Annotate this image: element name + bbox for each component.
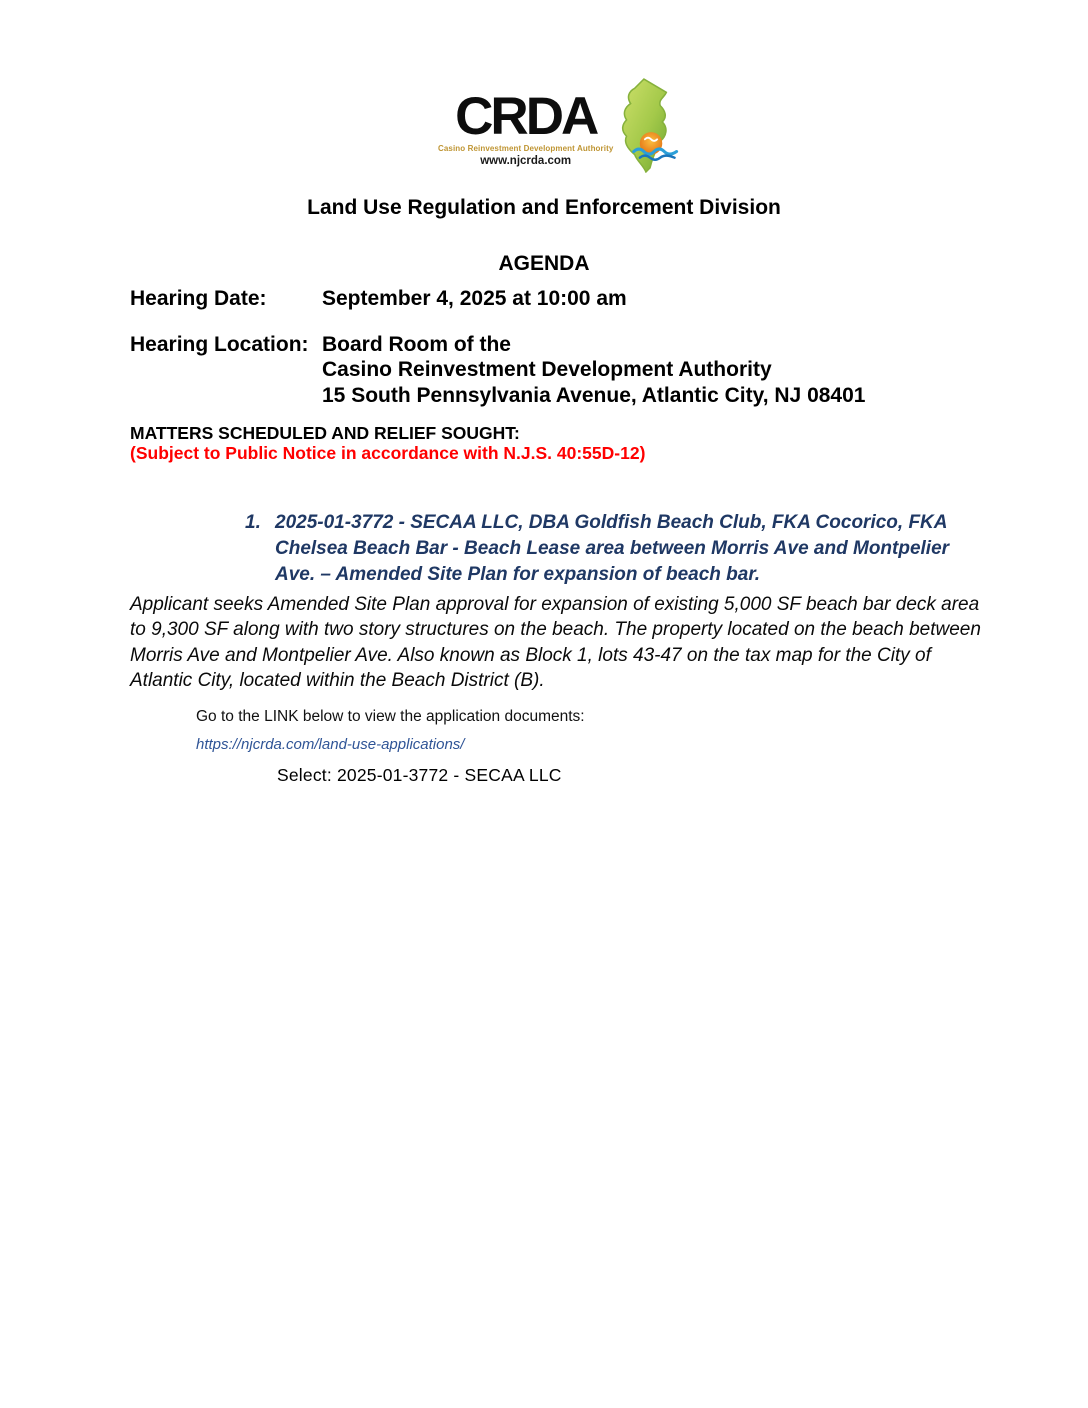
crda-tagline: Casino Reinvestment Development Authority — [438, 143, 614, 153]
hearing-location-line-2: Casino Reinvestment Development Authority — [322, 358, 772, 382]
crda-acronym: CRDA — [455, 87, 597, 146]
crda-website: www.njcrda.com — [480, 154, 572, 167]
link-instruction: Go to the LINK below to view the application documents: — [196, 708, 585, 725]
agenda-item-title: 2025-01-3772 - SECAA LLC, DBA Goldfish Beach Club, FKA Cocorico, FKA Chelsea Beach Bar - Beach Lease area between Morris Ave and Montpelier Ave. – Amended Site Plan for expansion of beach bar. — [275, 512, 950, 585]
crda-logo — [438, 76, 689, 178]
matters-heading: MATTERS SCHEDULED AND RELIEF SOUGHT: — [130, 423, 520, 443]
division-title: Land Use Regulation and Enforcement Division — [307, 196, 781, 219]
crda-logo-text — [438, 87, 614, 167]
select-instruction: Select: 2025-01-3772 - SECAA LLC — [277, 765, 562, 785]
public-notice-text: (Subject to Public Notice in accordance with N.J.S. 40:55D-12) — [130, 442, 646, 463]
agenda-item-1 — [245, 510, 950, 588]
agenda-item-number: 1. — [245, 512, 261, 533]
hearing-date-label: Hearing Date: — [130, 287, 267, 310]
nj-state-icon — [609, 76, 689, 178]
matters-section — [130, 424, 645, 463]
hearing-date-value: September 4, 2025 at 10:00 am — [322, 287, 627, 310]
hearing-location-label: Hearing Location: — [130, 333, 309, 356]
hearing-location-line-3: 15 South Pennsylvania Avenue, Atlantic City, NJ 08401 — [322, 383, 866, 407]
hearing-location-line-1: Board Room of the — [322, 333, 511, 356]
application-documents-link[interactable]: https://njcrda.com/land-use-applications/ — [196, 736, 465, 753]
agenda-title: AGENDA — [498, 252, 590, 275]
agenda-item-description: Applicant seeks Amended Site Plan approval for expansion of existing 5,000 SF beach bar deck area to 9,300 SF along with two story structures on the beach. The property located on the beach between Morris Ave and Montpelier Ave. Also known as Block 1, lots 43-47 on the tax map for the City of Atlantic City, located within the Beach District (B). — [130, 594, 981, 692]
hearing-location-value — [322, 332, 865, 408]
